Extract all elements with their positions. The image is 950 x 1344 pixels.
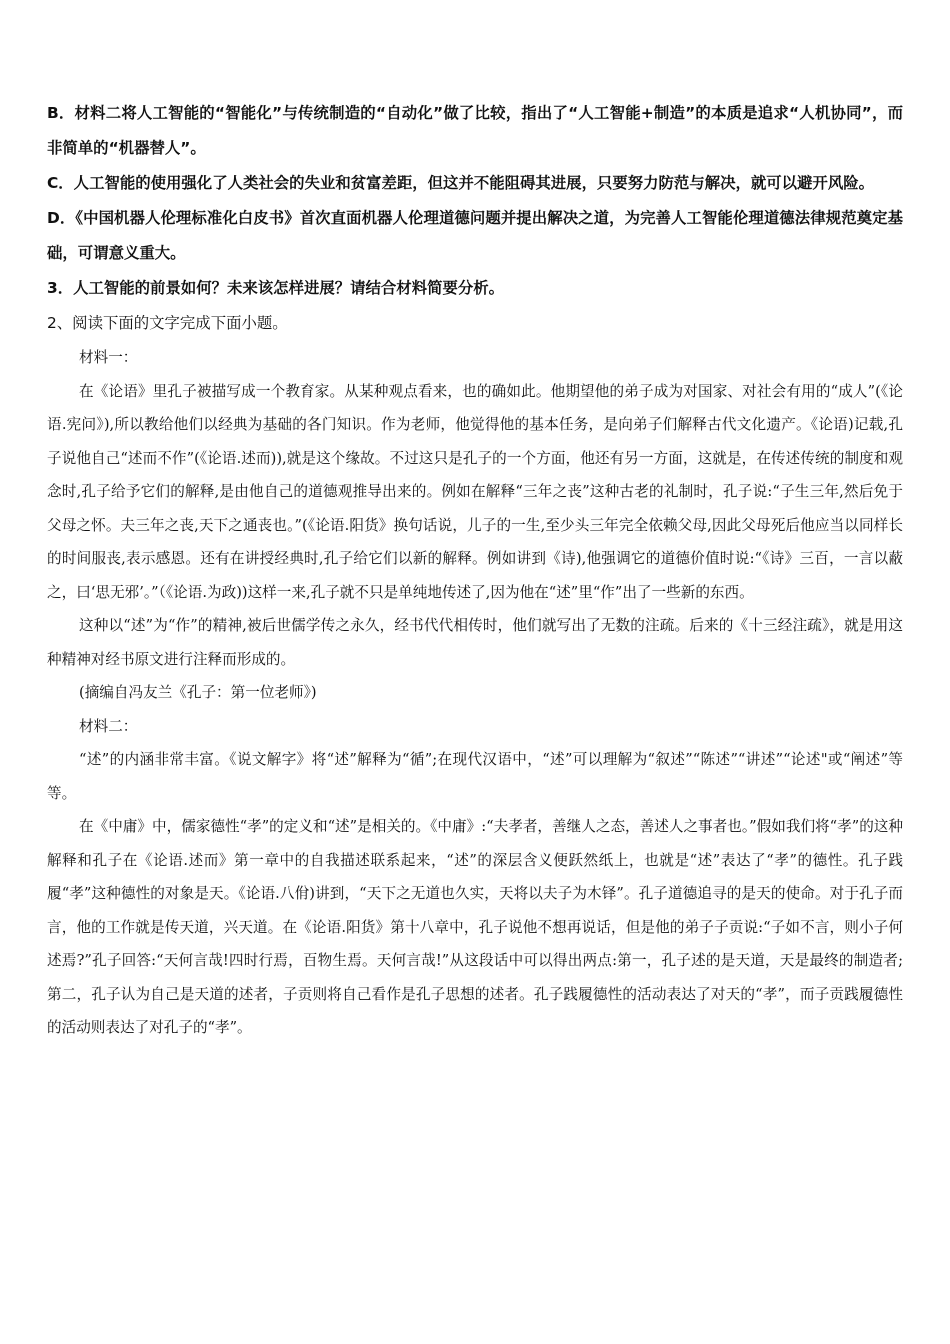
material-1-paragraph: 在《论语》里孔子被描写成一个教育家。从某种观点看来，也的确如此。他期望他的弟子成为对国家、对社会有用的“成人”(《论语.宪问》),所以教给他们以经典为基础的各门知识。作为老师，他觉得他的基本任务，是向弟子们解释古代文化遗产。《论语)记载,孔子说他自己“述而不作”(《论语.述而)),就是这个缘故。不过这只是孔子的一个方面，他还有另一方面，这就是，在传述传统的制度和观念时,孔子给予它们的解释,是由他自己的道德观推导出来的。例如在解释“三年之丧”这种古老的礼制时，孔子说:“子生三年,然后免于父母之怀。夫三年之丧,天下之通丧也。”(《论语.阳货》换句话说，儿子的一生,至少头三年完全依赖父母,因此父母死后他应当以同样长的时间服丧,表示感恩。还有在讲授经典时,孔子给它们以新的解释。例如讲到《诗),他强调它的道德价值时说:“《诗》三百，一言以蔽之，曰‘思无邪’。”（《论语.为政))这样一来,孔子就不只是单纯地传述了,因为他在“述”里“作”出了一些新的东西。 [47,382,903,601]
material-1-source: (摘编自冯友兰《孔子：第一位老师》) [79,684,317,701]
document-page [47,96,903,1045]
option-b: B．材料二将人工智能的“智能化”与传统制造的“自动化”做了比较，指出了“人工智能+制造”的本质是追求“人机协同”，而非简单的“机器替人”。 [47,104,903,157]
material-1-label: 材料一： [79,349,138,366]
section-2-heading: 2、阅读下面的文字完成下面小题。 [47,314,288,332]
option-d: D．《中国机器人伦理标准化白皮书》首次直面机器人伦理道德问题并提出解决之道，为完善人工智能伦理道德法律规范奠定基础，可谓意义重大。 [47,209,903,262]
material-2-label: 材料二： [79,717,138,735]
question-3: 3．人工智能的前景如何？未来该怎样进展？请结合材料简要分析。 [47,279,505,297]
material-2-paragraph: “述”的内涵非常丰富。《说文解字》将“述”解释为“循”;在现代汉语中，“述”可以理解为“叙述”“陈述”“讲述”“论述"或“阐述”等等。 [47,751,903,802]
option-c: C．人工智能的使用强化了人类社会的失业和贫富差距，但这并不能阻碍其进展，只要努力防范与解决，就可以避开风险。 [47,174,874,192]
material-1-paragraph: 这种以“述”为“作”的精神,被后世儒学传之永久，经书代代相传时，他们就写出了无数的注疏。后来的《十三经注疏》，就是用这种精神对经书原文进行注释而形成的。 [47,617,903,668]
material-2-paragraph: 在《中庸》中，儒家德性“孝”的定义和“述”是相关的。《中庸》:“夫孝者，善继人之态，善述人之事者也。”假如我们将“孝”的这种解释和孔子在《论语.述而》第一章中的自我描述联系起来，“述”的深层含义便跃然纸上，也就是“述”表达了“孝”的德性。孔子践履“孝”这种德性的对象是天。《论语.八佾)讲到，“天下之无道也久实，天将以夫子为木铎”。孔子道德追寻的是天的使命。对于孔子而言，他的工作就是传天道，兴天道。在《论语.阳货》第十八章中，孔子说他不想再说话，但是他的弟子子贡说:“子如不言，则小子何述焉?”孔子回答:“天何言哉!四时行焉，百物生焉。天何言哉!”从这段话中可以得出两点:第一，孔子述的是天道，天是最终的制造者;第二，孔子认为自己是天道的述者，子贡则将自己看作是孔子思想的述者。孔子践履德性的活动表达了对天的“孝”，而子贡践履德性的活动则表达了对孔子的“孝”。 [47,818,903,1036]
